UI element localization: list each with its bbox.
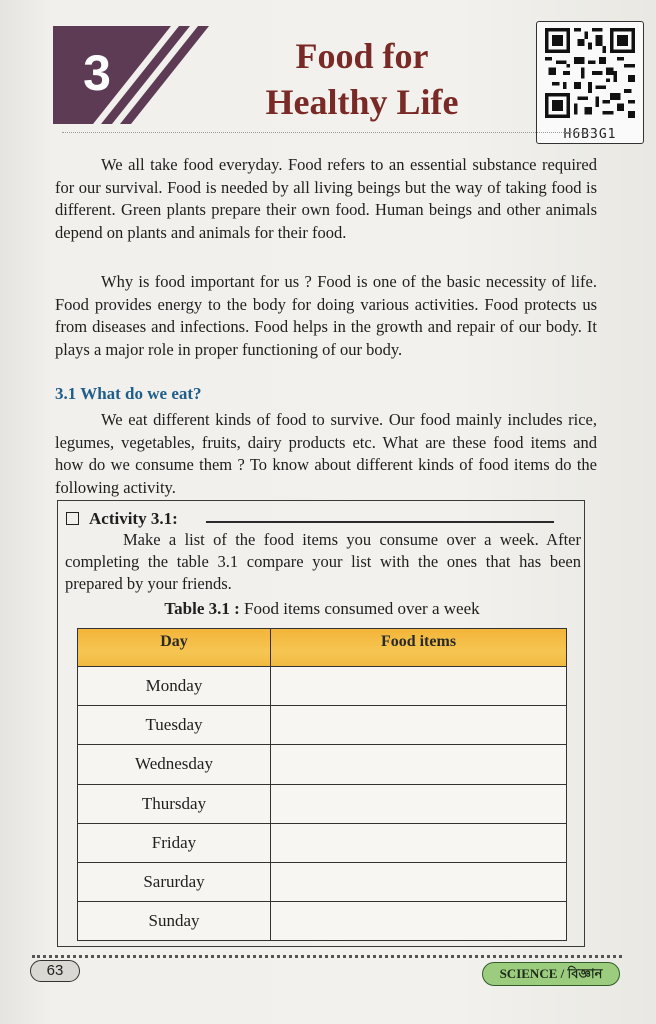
table-label: Table 3.1 : — [164, 599, 240, 618]
chapter-title-line2: Healthy Life — [265, 82, 459, 122]
table-caption — [58, 599, 586, 619]
day-cell: Sunday — [78, 902, 271, 941]
chapter-title — [212, 33, 512, 125]
table-row — [78, 823, 567, 862]
day-cell: Friday — [78, 823, 271, 862]
section-heading: 3.1 What do we eat? — [55, 384, 202, 403]
food-items-table — [77, 628, 567, 941]
qr-code-label: H6B3G1 — [563, 127, 617, 142]
activity-heading-rule — [206, 521, 554, 523]
table-row — [78, 784, 567, 823]
table-header-row — [78, 629, 567, 667]
footer-divider — [32, 955, 622, 958]
food-items-cell[interactable] — [271, 902, 567, 941]
day-cell: Thursday — [78, 784, 271, 823]
intro-paragraph-1 — [55, 154, 597, 244]
day-cell: Sarurday — [78, 862, 271, 901]
activity-instructions — [65, 529, 581, 595]
activity-heading — [66, 509, 178, 529]
table-row — [78, 667, 567, 706]
page-number: 63 — [30, 960, 80, 982]
activity-title: Activity 3.1: — [89, 509, 178, 528]
column-header-food-items: Food items — [271, 629, 567, 667]
activity-instructions-text: Make a list of the food items you consume over a week. After completing the table 3.1 compare your list with the ones that has been prepared by your friends. — [65, 530, 581, 593]
food-items-cell[interactable] — [271, 784, 567, 823]
chapter-number: 3 — [83, 45, 111, 101]
food-items-cell[interactable] — [271, 706, 567, 745]
table-row — [78, 902, 567, 941]
table-caption-text: Food items consumed over a week — [244, 599, 480, 618]
header-divider — [62, 132, 594, 133]
day-cell: Monday — [78, 667, 271, 706]
section-paragraph — [55, 409, 597, 499]
day-cell: Tuesday — [78, 706, 271, 745]
intro-paragraph-2-text: Why is food important for us ? Food is one of the basic necessity of life. Food provides energy to the body for doing various activities. Food protects us from diseases and infections. Food helps in the growth and repair of our body. It plays a major role in proper functioning of our body. — [55, 272, 597, 359]
table-row — [78, 706, 567, 745]
column-header-day: Day — [78, 629, 271, 667]
section-paragraph-text: We eat different kinds of food to survive. Our food mainly includes rice, legumes, vegetables, fruits, dairy products etc. What are these food items and how do we consume them ? To know about different kinds of food items do the following activity. — [55, 410, 597, 497]
table-row — [78, 862, 567, 901]
chapter-title-line1: Food for — [295, 36, 429, 76]
checkbox-icon — [66, 512, 79, 525]
activity-box — [57, 500, 585, 947]
qr-code-icon — [545, 28, 635, 118]
food-items-cell[interactable] — [271, 745, 567, 784]
food-items-cell[interactable] — [271, 823, 567, 862]
intro-paragraph-1-text: We all take food everyday. Food refers to an essential substance required for our survival. Food is needed by all living beings but the way of taking food is different. Green plants prepare their own food. Human beings and other animals depend on plants and animals for their food. — [55, 155, 597, 242]
qr-code-box[interactable] — [536, 21, 644, 144]
intro-paragraph-2 — [55, 271, 597, 361]
table-row — [78, 745, 567, 784]
chapter-number-block — [53, 26, 213, 124]
subject-tag: SCIENCE / বিজ্ঞান — [482, 962, 620, 986]
day-cell: Wednesday — [78, 745, 271, 784]
food-items-cell[interactable] — [271, 667, 567, 706]
food-items-cell[interactable] — [271, 862, 567, 901]
